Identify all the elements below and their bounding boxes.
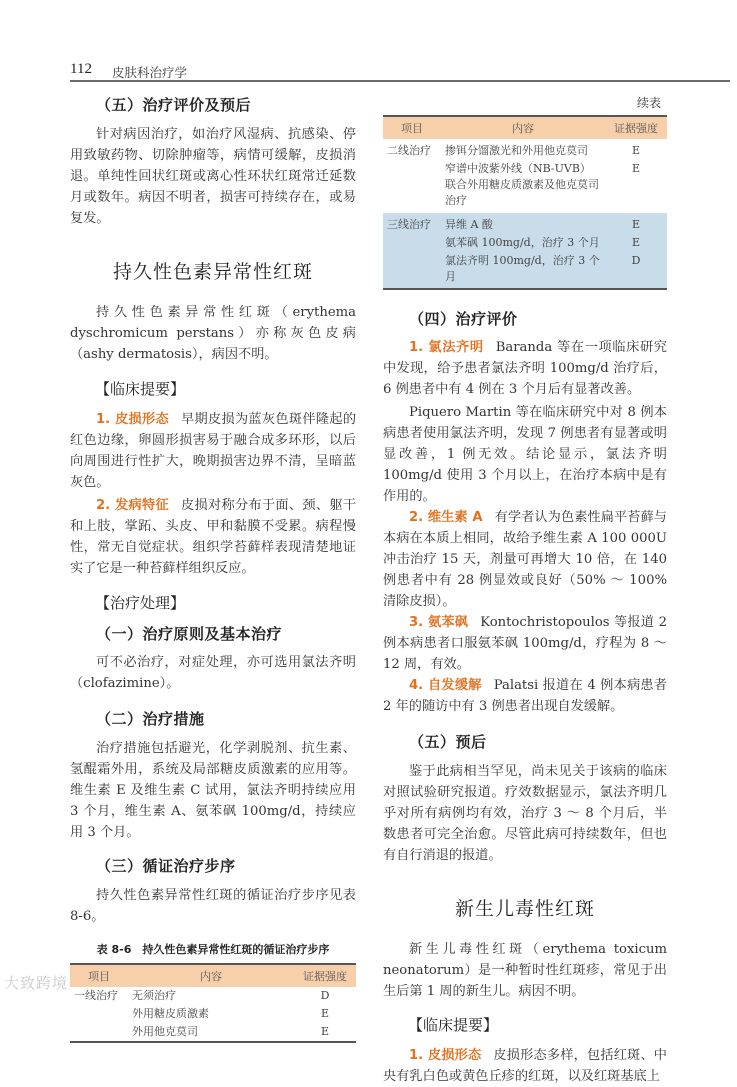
- paragraph: 3. 氨苯砜 Kontochristopoulos 等报道 2 例本病患者口服氨苯砜 100mg/d，疗程为 8 ～ 12 周，有效。: [383, 615, 667, 672]
- paragraph: 新生儿毒性红斑（erythema toxicum neonatorum）是一种暂时性红斑疹，常见于出生后第 1 周的新生儿。病因不明。: [383, 942, 667, 999]
- table-row: 外用他克莫司 E: [132, 1025, 330, 1038]
- table-row: 二线治疗 掺铒分馏激光和外用他克莫司 E: [387, 144, 641, 157]
- paragraph: 持久性色素异常性红斑（erythema dyschromicum perstans）亦称灰色皮病（ashy dermatosis），病因不明。: [70, 305, 356, 362]
- section-title: （四）治疗评价: [409, 310, 518, 328]
- highlight-label: 1. 皮损形态: [96, 412, 170, 427]
- clinical-heading: 【临床提要】: [95, 380, 186, 398]
- paragraph: 鉴于此病相当罕见，尚未见关于该病的临床对照试验研究报道。疗效数据显示，氯法齐明几乎对所有病例均有效，治疗 3 ～ 8 个月后，半数患者可完全治愈。尽管此病可持续数年，但也有自行消退的报道。: [383, 764, 667, 863]
- table-row: 一线治疗 无须治疗 D: [74, 989, 330, 1002]
- table-row: 氨苯砜 100mg/d，治疗 3 个月 E: [383, 234, 667, 252]
- highlight-label: 1. 皮损形态: [409, 1048, 482, 1063]
- watermark-logo: 大致跨境: [4, 974, 69, 992]
- col-header: 内容: [512, 122, 534, 135]
- paragraph: 2. 维生素 A 有学者认为色素性扁平苔藓与本病在本质上相同，故给予维生素 A 100 000U 冲击治疗 15 天，剂量可再增大 10 倍，在 140 例患者中有 28 例显效或良好（50% ～ 100% 清除皮损）。: [383, 510, 667, 609]
- paragraph: 可不必治疗，对症处理，亦可选用氯法齐明（clofazimine）。: [70, 655, 356, 691]
- treatment-heading: 【治疗处理】: [95, 594, 186, 612]
- evidence-table: [70, 963, 356, 1043]
- highlight-label: 2. 维生素 A: [409, 510, 483, 525]
- col-header: 内容: [200, 970, 222, 983]
- evidence-table-continued: [383, 115, 667, 290]
- page-number: 112: [70, 61, 92, 77]
- col-header: 项目: [401, 122, 423, 135]
- paragraph: 1. 氯法齐明 Baranda 等在一项临床研究中发现，给予患者氯法齐明 100mg/d 治疗后，6 例患者中有 4 例在 3 个月后有显著改善。: [383, 340, 667, 397]
- section-title: （二）治疗措施: [96, 710, 205, 728]
- table-caption: 表 8-6 持久性色素异常性红斑的循证治疗步序: [96, 943, 330, 956]
- section-title: （五）预后: [409, 733, 487, 751]
- right-column: [383, 86, 667, 1087]
- section-title: （一）治疗原则及基本治疗: [96, 625, 283, 643]
- book-title: 皮肤科治疗学: [112, 65, 188, 80]
- table-row: 外用糖皮质激素 E: [132, 1007, 330, 1020]
- highlight-label: 3. 氨苯砜: [409, 615, 469, 630]
- col-header: 证据强度: [303, 970, 347, 983]
- highlight-label: 2. 发病特征: [96, 498, 170, 513]
- disease-title: 新生儿毒性红斑: [454, 898, 595, 920]
- paragraph: 1. 皮损形态 皮损形态多样，包括红斑、中央有乳白色或黄色丘疹的红斑，以及红斑基底上: [383, 1048, 667, 1084]
- section-title: （三）循证治疗步序: [96, 857, 236, 875]
- paragraph: 持久性色素异常性红斑的循证治疗步序见表 8-6。: [70, 888, 356, 924]
- left-column: [70, 86, 356, 1043]
- page-header: [70, 60, 730, 82]
- paragraph: Piquero Martin 等在临床研究中对 8 例本病患者使用氯法齐明，发现 7 例患者有显著或明显改善，1 例无效。结论显示，氯法齐明 100mg/d 使用 3 个月以上，在治疗本病中是有作用的。: [383, 405, 667, 504]
- clinical-heading: 【临床提要】: [408, 1016, 499, 1034]
- highlight-label: 4. 自发缓解: [409, 678, 482, 693]
- paragraph: 针对病因治疗，如治疗风湿病、抗感染、停用致敏药物、切除肿瘤等，病情可缓解，皮损消退。单纯性回状红斑或离心性环状红斑常迁延数月或数年。病因不明者，损害可持续存在，或易复发。: [70, 127, 356, 226]
- col-header: 证据强度: [614, 122, 658, 135]
- paragraph: 1. 皮损形态 早期皮损为蓝灰色斑伴隆起的红色边缘，卵圆形损害易于融合成多环形，以后向周围进行性扩大，晚期损害边界不清，呈暗蓝灰色。: [70, 412, 357, 490]
- paragraph: 2. 发病特征 皮损对称分布于面、颈、躯干和上肢，掌跖、头皮、甲和黏膜不受累。病程慢性，常无自觉症状。组织学苔藓样表现清楚地证实了它是一种苔藓样组织反应。: [70, 498, 357, 576]
- section-title: （五）治疗评价及预后: [96, 96, 252, 114]
- highlight-label: 1. 氯法齐明: [409, 340, 484, 355]
- continued-label: 续表: [636, 96, 661, 110]
- table-row: 窄谱中波紫外线（NB-UVB）联合外用糖皮质激素及他克莫司治疗 E: [445, 162, 641, 207]
- col-header: 项目: [88, 970, 110, 983]
- paragraph: 治疗措施包括避光，化学剥脱剂、抗生素、氢醌霜外用，系统及局部糖皮质激素的应用等。维生素 E 及维生素 C 试用，氯法齐明持续应用 3 个月，维生素 A、氨苯砜 100mg/d，持续应用 3 个月。: [70, 741, 356, 840]
- paragraph: 4. 自发缓解 Palatsi 报道在 4 例本病患者 2 年的随访中有 3 例患者出现自发缓解。: [383, 678, 667, 714]
- table-row: 氯法齐明 100mg/d，治疗 3 个月 D: [383, 252, 667, 289]
- disease-title: 持久性色素异常性红斑: [112, 261, 313, 283]
- table-row: 三线治疗 异维 A 酸 E: [383, 213, 667, 234]
